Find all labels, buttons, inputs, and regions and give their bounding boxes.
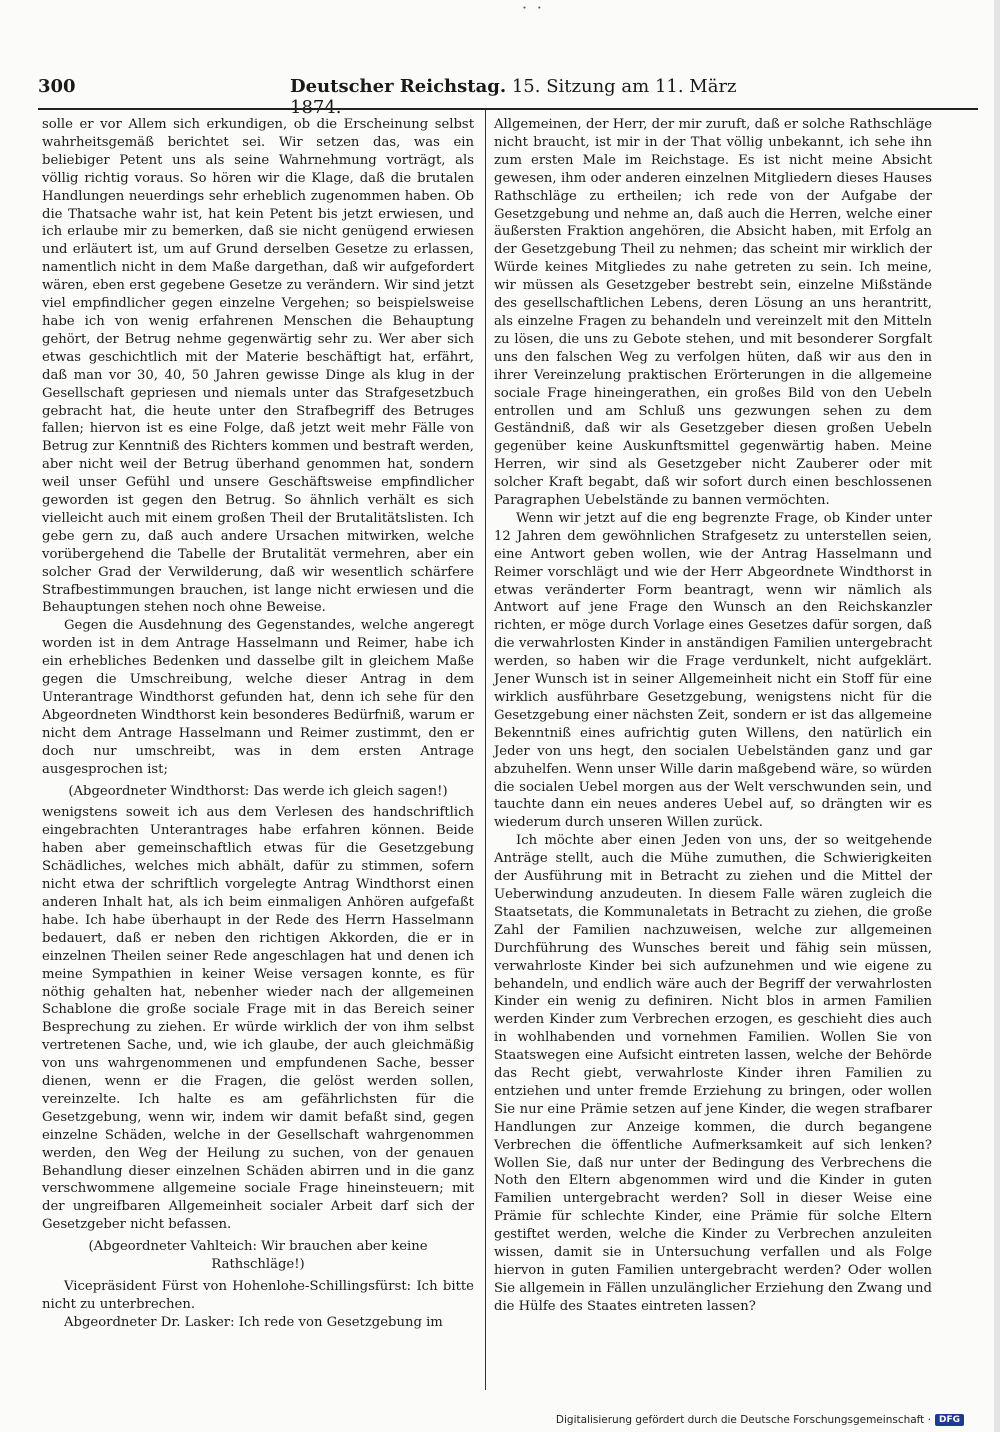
running-head-title: Deutscher Reichstag.	[290, 76, 507, 97]
paragraph: wenigstens soweit ich aus dem Verlesen des handschriftlich eingebrachten Unterantrages habe erfahren können. Beide haben aber gemeinschaftlich etwas für die Gesetzgebung Schädliches, welches mich abhält, dafür zu stimmen, sofern nicht etwa der schriftlich vorgelegte Antrag Windthorst einen anderen Inhalt hat, als ich beim einmaligen Anhören aufgefaßt habe. Ich habe überhaupt in der Rede des Herrn Hasselmann bedauert, daß er neben den richtigen Akkorden, die er in einzelnen Theilen seiner Rede angeschlagen hat und denen ich meine Sympathien in keiner Weise versagen konnte, es für nöthig gehalten hat, nebenher wieder nach der allgemeinen Schablone die große sociale Frage mit in das Bereich seiner Besprechung zu ziehen. Er würde wirklich der von ihm selbst vertretenen Sache, und, wie ich glaube, der auch gleichmäßig von uns wahrgenommenen und empfundenen Sache, besser dienen, wenn er die Fragen, die gelöst werden sollen, vereinzelte. Ich halte es am gefährlichsten für die Gesetzgebung, wenn wir, indem wir damit befaßt sind, gegen einzelne Schäden, welche in der Gesellschaft wahrgenommen werden, den Weg der Heilung zu suchen, von der genauen Behandlung dieser einzelnen Schäden abirren und in die ganz verschwommene allgemeine sociale Frage hineinsteuern; mit der ungreifbaren Allgemeinheit socialer Arbeit darf sich der Gesetzgeber nicht befassen.	[42, 805, 474, 1233]
paragraph: Allgemeinen, der Herr, der mir zuruft, daß er solche Rathschläge nicht braucht, ist mir in der That völlig unbekannt, ich sehe ihn zum ersten Male im Reichstage. Es ist nicht meine Absicht gewesen, ihm oder anderen einzelnen Mitgliedern dieses Hauses Rathschläge zu ertheilen; ich rede von der Aufgabe der Gesetzgebung und nehme an, daß auch die Herren, welche einer äußersten Fraktion angehören, die Absicht haben, mit Erfolg an der Gesetzgebung Theil zu nehmen; das scheint mir wirklich der Würde keines Mitgliedes zu nahe getreten zu sein. Ich meine, wir müssen als Gesetzgeber bestrebt sein, einzelne Mißstände des gesellschaftlichen Lebens, deren Lösung an uns herantritt, als einzelne Fragen zu behandeln und vereinzelt mit den Mitteln zu lösen, die uns zu Gebote stehen, und mit besonderer Sorgfalt uns den falschen Weg zu verfolgen hüten, daß wir aus den in ihrer Vereinzelung praktischen Erörterungen in die allgemeine sociale Frage hineingerathen, ein großes Bild von den Uebeln entrollen und am Schluß uns gezwungen sehen zu dem Geständniß, daß wir als Gesetzgeber diesen großen Uebeln gegenüber keine Auskunftsmittel gegenwärtig haben. Meine Herren, wir sind als Gesetzgeber nicht Zauberer oder mit solcher Kraft begabt, daß wir sofort durch einen beschlossenen Paragraphen Uebelstände zu bannen vermöchten.	[494, 117, 932, 509]
paragraph: solle er vor Allem sich erkundigen, ob die Erscheinung selbst wahrheitsgemäß berichtet sei. Wir setzen das, was ein beliebiger Petent uns als seine Wahrnehmung vorträgt, als völlig richtig voraus. So hören wir die Klage, daß die brutalen Handlungen neuerdings sehr erheblich zugenommen haben. Ob die Thatsache wahr ist, hat kein Petent bis jetzt erwiesen, und ich erlaube mir zu bemerken, daß sie nicht genügend erwiesen und erläutert ist, um auf Grund derselben Gesetze zu erlassen, namentlich nicht in dem Maße dargethan, daß wir aufgefordert wären, eben erst gegebene Gesetze zu verändern. Wir sind jetzt viel empfindlicher gegen einzelne Vergehen; so beispielsweise habe ich von wenig erfahrenen Menschen die Behauptung gehört, der Betrug nehme gegenwärtig sehr zu. Wer aber sich etwas geschichtlich mit der Materie beschäftigt hat, erfährt, daß man vor 30, 40, 50 Jahren gewisse Dinge als klug in der Gesellschaft gepriesen und niemals unter das Strafgesetzbuch gebracht hat, die heute unter den Strafbegriff des Betruges fallen; hiervon ist es eine Folge, daß jetzt weit mehr Fälle von Betrug zur Kenntniß des Richters kommen und bestraft werden, aber nicht weil der Betrug überhand genommen hat, sondern weil unser Gefühl und unsere Geschäftsweise empfindlicher geworden ist gegen den Betrug. So ähnlich verhält es sich vielleicht auch mit einem großen Theil der Brutalitätslisten. Ich gebe gern zu, daß auch andere Ursachen mitwirken, welche vorübergehend die Tabelle der Brutalität vermehren, aber ein solcher Grad der Verwilderung, daß wir wesentlich schärfere Strafbestimmungen brauchen, ist lange nicht erwiesen und die Behauptungen stehen noch ohne Beweise.	[42, 117, 474, 616]
page-number: 300	[38, 76, 76, 97]
header-rule	[38, 108, 978, 110]
interjection: (Abgeordneter Vahlteich: Wir brauchen aber keine Rathschläge!)	[88, 1239, 428, 1273]
speaker-paragraph: Abgeordneter Dr. Lasker: Ich rede von Gesetzgebung im	[64, 1314, 443, 1330]
running-head	[290, 76, 790, 118]
running-head-session: 15. Sitzung am 11. März 1874.	[290, 76, 737, 118]
left-column	[42, 116, 474, 1332]
interjection: (Abgeordneter Windthorst: Das werde ich gleich sagen!)	[68, 783, 448, 799]
column-divider	[485, 110, 486, 1390]
page-header	[30, 76, 982, 118]
footer-text: Digitalisierung gefördert durch die Deutsche Forschungsgemeinschaft ·	[555, 1414, 931, 1426]
speaker-paragraph: Vicepräsident Fürst von Hohenlohe-Schillingsfürst: Ich bitte nicht zu unterbrechen.	[42, 1279, 474, 1312]
scan-mark: ˙ ˙	[520, 4, 544, 25]
dfg-logo: DFG	[935, 1414, 964, 1426]
paragraph: Wenn wir jetzt auf die eng begrenzte Frage, ob Kinder unter 12 Jahren dem gewöhnlichen Strafgesetz zu unterstellen seien, eine Antwort geben wollen, wie der Antrag Hasselmann und Reimer vorschlägt und wie der Herr Abgeordnete Windthorst in etwas veränderter Form beantragt, wenn wir nämlich als Antwort auf jene Frage den Wunsch an den Reichskanzler richten, er möge durch Vorlage eines Gesetzes dafür sorgen, daß die verwahrlosten Kinder in anständigen Familien untergebracht werden, so haben wir die Frage verdunkelt, nicht aufgeklärt. Jener Wunsch ist in seiner Allgemeinheit nicht ein Stoff für eine wirklich ausführbare Gesetzgebung, wenigstens nicht für die Gesetzgebung einer nächsten Zeit, sondern er ist das allgemeine Bekenntniß eines aufrichtig guten Willens, den natürlich ein Jeder von uns hegt, den socialen Uebelständen ganz und gar abzuhelfen. Wenn unser Wille darin maßgebend wäre, so würden die socialen Uebel morgen aus der Welt verschwunden sein, und tauchte dann ein neues anderes Uebel auf, so drängten wir es wiederum durch unseren Willen zurück.	[494, 510, 932, 831]
paragraph: Ich möchte aber einen Jeden von uns, der so weitgehende Anträge stellt, auch die Mühe zumuthen, die Schwierigkeiten der Ausführung mit in Betracht zu ziehen und die Mittel der Ueberwindung anzudeuten. In diesem Falle wären zugleich die Staatsetats, die Kommunaletats in Betracht zu ziehen, die große Zahl der Familien nachzuweisen, welche zur allgemeinen Durchführung des Wunsches bereit und fähig sein müssen, verwahrloste Kinder bei sich aufzunehmen und wie eigene zu behandeln, und endlich wäre auch der Begriff der verwahrlosten Kinder ein wenig zu definiren. Nicht blos in armen Familien werden Kinder zum Verbrechen erzogen, es geschieht dies auch in wohlhabenden und vornehmen Familien. Wollen Sie von Staatswegen eine Aufsicht eintreten lassen, welche der Behörde das Recht giebt, verwahrloste Kinder ihren Familien zu entziehen und unter fremde Erziehung zu bringen, oder wollen Sie nur eine Prämie setzen auf jene Kinder, die wegen strafbarer Handlungen zur Anzeige kommen, die durch begangene Verbrechen die öffentliche Aufmerksamkeit auf sich lenken? Wollen Sie, daß nur unter der Bedingung des Verbrechens die Noth den Eltern abgenommen wird und die Kinder in guten Familien untergebracht werden? Soll in dieser Weise eine Prämie für schlechte Kinder, eine Prämie für solche Eltern gestiftet werden, welche die Kinder zu Verbrechen anzuleiten wissen, damit sie in Untersuchung verfallen und als Folge hiervon in guten Familien untergebracht werden? Oder wollen Sie allgemein in Fällen unzulänglicher Erziehung den Zwang und die Hülfe des Staates eintreten lassen?	[494, 833, 932, 1314]
scan-edge	[994, 0, 1000, 1432]
footer-credit	[556, 1414, 964, 1426]
paragraph: Gegen die Ausdehnung des Gegenstandes, welche angeregt worden ist in dem Antrage Hasselmann und Reimer, habe ich ein erhebliches Bedenken und dasselbe gilt in gleichem Maße gegen die Umschreibung, welche dieser Antrag in dem Unterantrage Windthorst gefunden hat, denn ich sehe für den Abgeordneten Windthorst kein besonderes Bedürfniß, warum er nicht dem Antrage Hasselmann und Reimer zustimmt, den er doch nur umschreibt, was in dem ersten Antrage ausgesprochen ist;	[42, 618, 474, 777]
right-column	[494, 116, 932, 1316]
